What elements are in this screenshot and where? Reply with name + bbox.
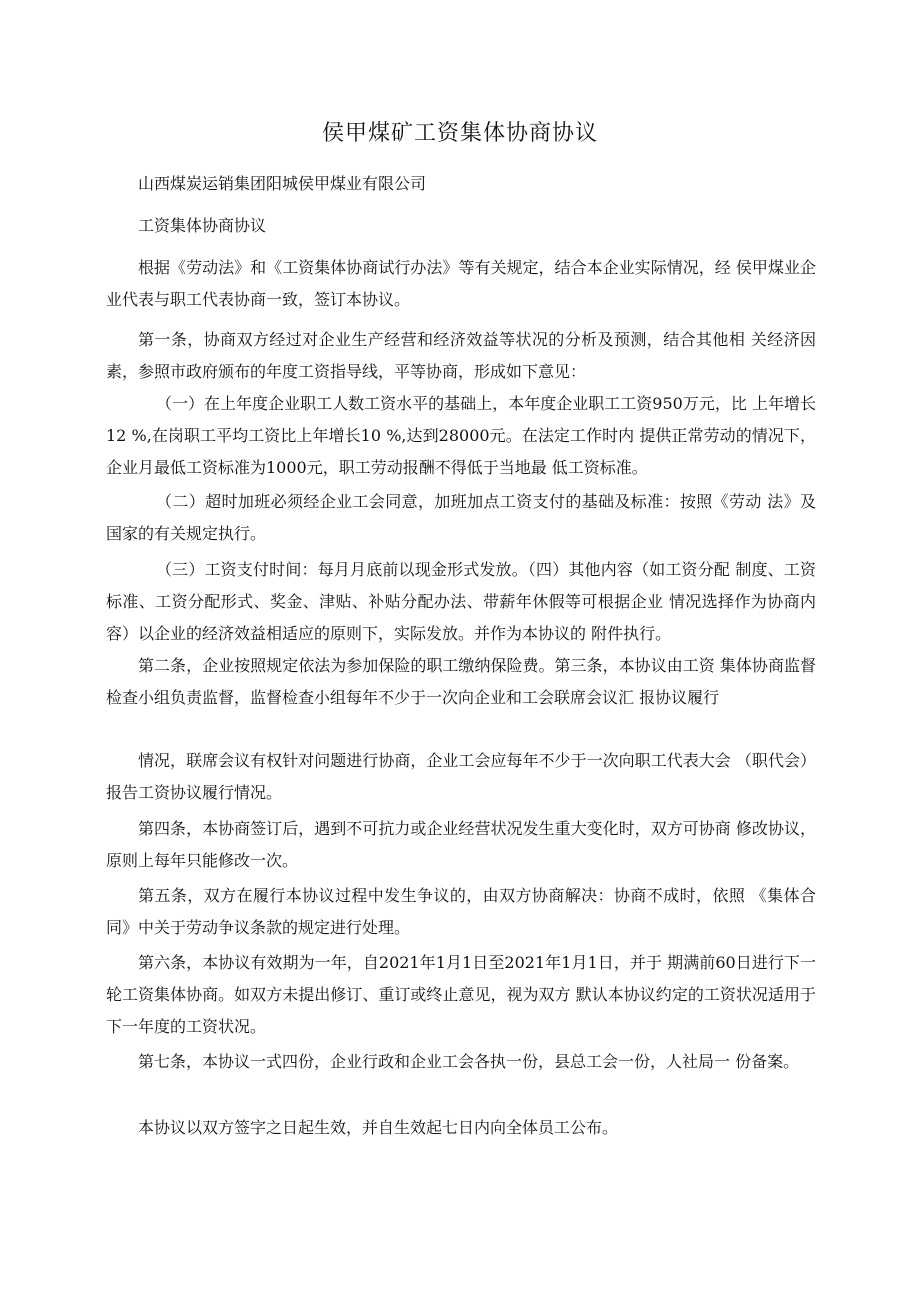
paragraph-item-2: （二）超时加班必须经企业工会同意，加班加点工资支付的基础及标准：按照《劳动 法》及国家的有关规定执行。 bbox=[106, 492, 816, 543]
paragraph-article-7: 第七条，本协议一式四份，企业行政和企业工会各执一份，县总工会一份，人社局一 份备案。 bbox=[138, 1052, 800, 1071]
paragraph-item-1: （一）在上年度企业职工人数工资水平的基础上，本年度企业职工工资950万元，比 上年增长12 %,在岗职工平均工资比上年增长10 %,达到28000元。在法定工作时内 提供正常劳动的情况下，企业月最低工资标准为1000元，职工劳动报酬不得低于当地最 低工资标准。 bbox=[106, 394, 816, 477]
document-title: 侯甲煤矿工资集体协商协议 bbox=[321, 121, 598, 146]
company-name: 山西煤炭运销集团阳城侯甲煤业有限公司 bbox=[138, 174, 427, 193]
paragraph-article-5: 第五条，双方在履行本协议过程中发生争议的，由双方协商解决：协商不成时，依照 《集体合同》中关于劳动争议条款的规定进行处理。 bbox=[106, 886, 816, 937]
paragraph-article-4: 第四条，本协商签订后，遇到不可抗力或企业经营状况发生重大变化时，双方可协商 修改协议，原则上每年只能修改一次。 bbox=[106, 819, 816, 870]
paragraph-article-3-continued: 情况，联席会议有权针对问题进行协商，企业工会应每年不少于一次向职工代表大会 （职代会）报告工资协议履行情况。 bbox=[106, 751, 816, 802]
paragraph-article-2-3: 第二条，企业按照规定依法为参加保险的职工缴纳保险费。第三条，本协议由工资 集体协商监督检查小组负责监督，监督检查小组每年不少于一次向企业和工会联席会议汇 报协议履行 bbox=[106, 656, 816, 707]
paragraph-article-1: 第一条，协商双方经过对企业生产经营和经济效益等状况的分析及预测，结合其他相 关经济因素，参照市政府颁布的年度工资指导线，平等协商，形成如下意见： bbox=[106, 330, 816, 381]
paragraph-preamble: 根据《劳动法》和《工资集体协商试行办法》等有关规定，结合本企业实际情况，经 侯甲煤业企业代表与职工代表协商一致，签订本协议。 bbox=[106, 258, 816, 309]
paragraph-article-6: 第六条，本协议有效期为一年，自2021年1月1日至2021年1月1日，并于 期满前60日进行下一轮工资集体协商。如双方未提出修订、重订或终止意见，视为双方 默认本协议约定的工资状况适用于下一年度的工资状况。 bbox=[106, 953, 816, 1036]
paragraph-effective: 本协议以双方签字之日起生效，并自生效起七日内向全体员工公布。 bbox=[138, 1118, 619, 1137]
paragraph-item-3-4: （三）工资支付时间：每月月底前以现金形式发放。（四）其他内容（如工资分配 制度、工资标准、工资分配形式、奖金、津贴、补贴分配办法、带薪年休假等可根据企业 情况选择作为协商内容）以企业的经济效益相适应的原则下，实际发放。并作为本协议的 附件执行。 bbox=[106, 560, 816, 643]
agreement-subtitle: 工资集体协商协议 bbox=[138, 216, 267, 235]
